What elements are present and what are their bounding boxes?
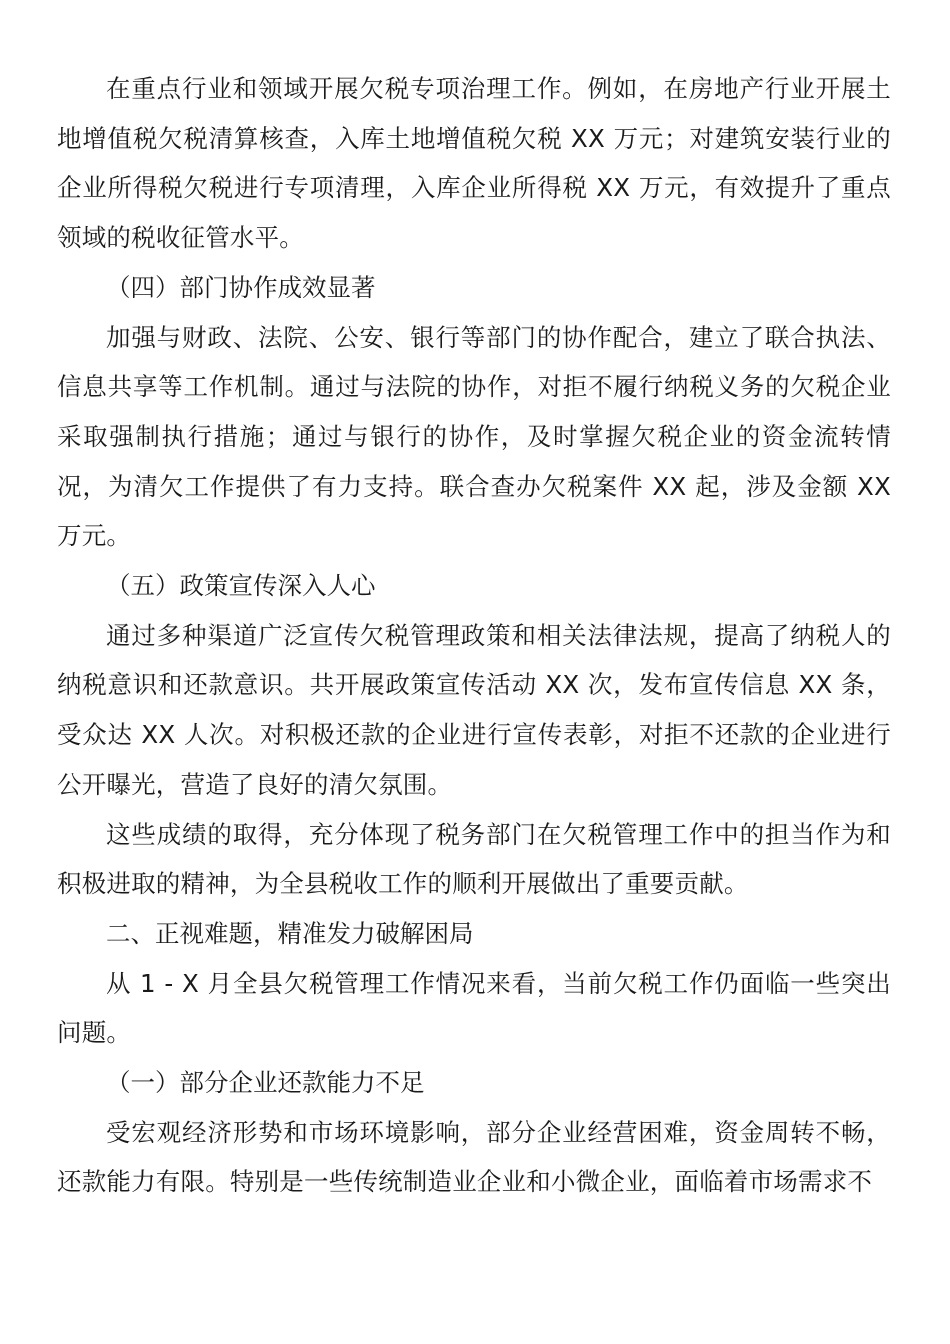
heading-repayment-ability: （一）部分企业还款能力不足 — [106, 1068, 425, 1098]
document-page — [57, 64, 891, 1207]
paragraph-section-two-intro: 从 1 - X 月全县欠税管理工作情况来看，当前欠税工作仍面临一些突出问题。 — [57, 968, 891, 1048]
heading-department-cooperation: （四）部门协作成效显著 — [106, 272, 376, 302]
paragraph-achievements-summary: 这些成绩的取得，充分体现了税务部门在欠税管理工作中的担当作为和积极进取的精神，为全县税收工作的顺利开展做出了重要贡献。 — [57, 819, 891, 899]
paragraph-repayment-ability: 受宏观经济形势和市场环境影响，部分企业经营困难，资金周转不畅，还款能力有限。特别是一些传统制造业企业和小微企业，面临着市场需求不 — [57, 1117, 891, 1197]
heading-policy-publicity: （五）政策宣传深入人心 — [106, 571, 376, 601]
paragraph-key-industries: 在重点行业和领域开展欠税专项治理工作。例如，在房地产行业开展土地增值税欠税清算核查，入库土地增值税欠税 XX 万元；对建筑安装行业的企业所得税欠税进行专项清理，入库企业所得税 XX 万元，有效提升了重点领域的税收征管水平。 — [57, 74, 891, 253]
paragraph-policy-publicity: 通过多种渠道广泛宣传欠税管理政策和相关法律法规，提高了纳税人的纳税意识和还款意识。共开展政策宣传活动 XX 次，发布宣传信息 XX 条，受众达 XX 人次。对积极还款的企业进行宣传表彰，对拒不还款的企业进行公开曝光，营造了良好的清欠氛围。 — [57, 620, 891, 799]
heading-section-two: 二、正视难题，精准发力破解困局 — [106, 918, 474, 948]
paragraph-department-cooperation: 加强与财政、法院、公安、银行等部门的协作配合，建立了联合执法、信息共享等工作机制。通过与法院的协作，对拒不履行纳税义务的欠税企业采取强制执行措施；通过与银行的协作，及时掌握欠税企业的资金流转情况，为清欠工作提供了有力支持。联合查办欠税案件 XX 起，涉及金额 XX 万元。 — [57, 322, 891, 551]
